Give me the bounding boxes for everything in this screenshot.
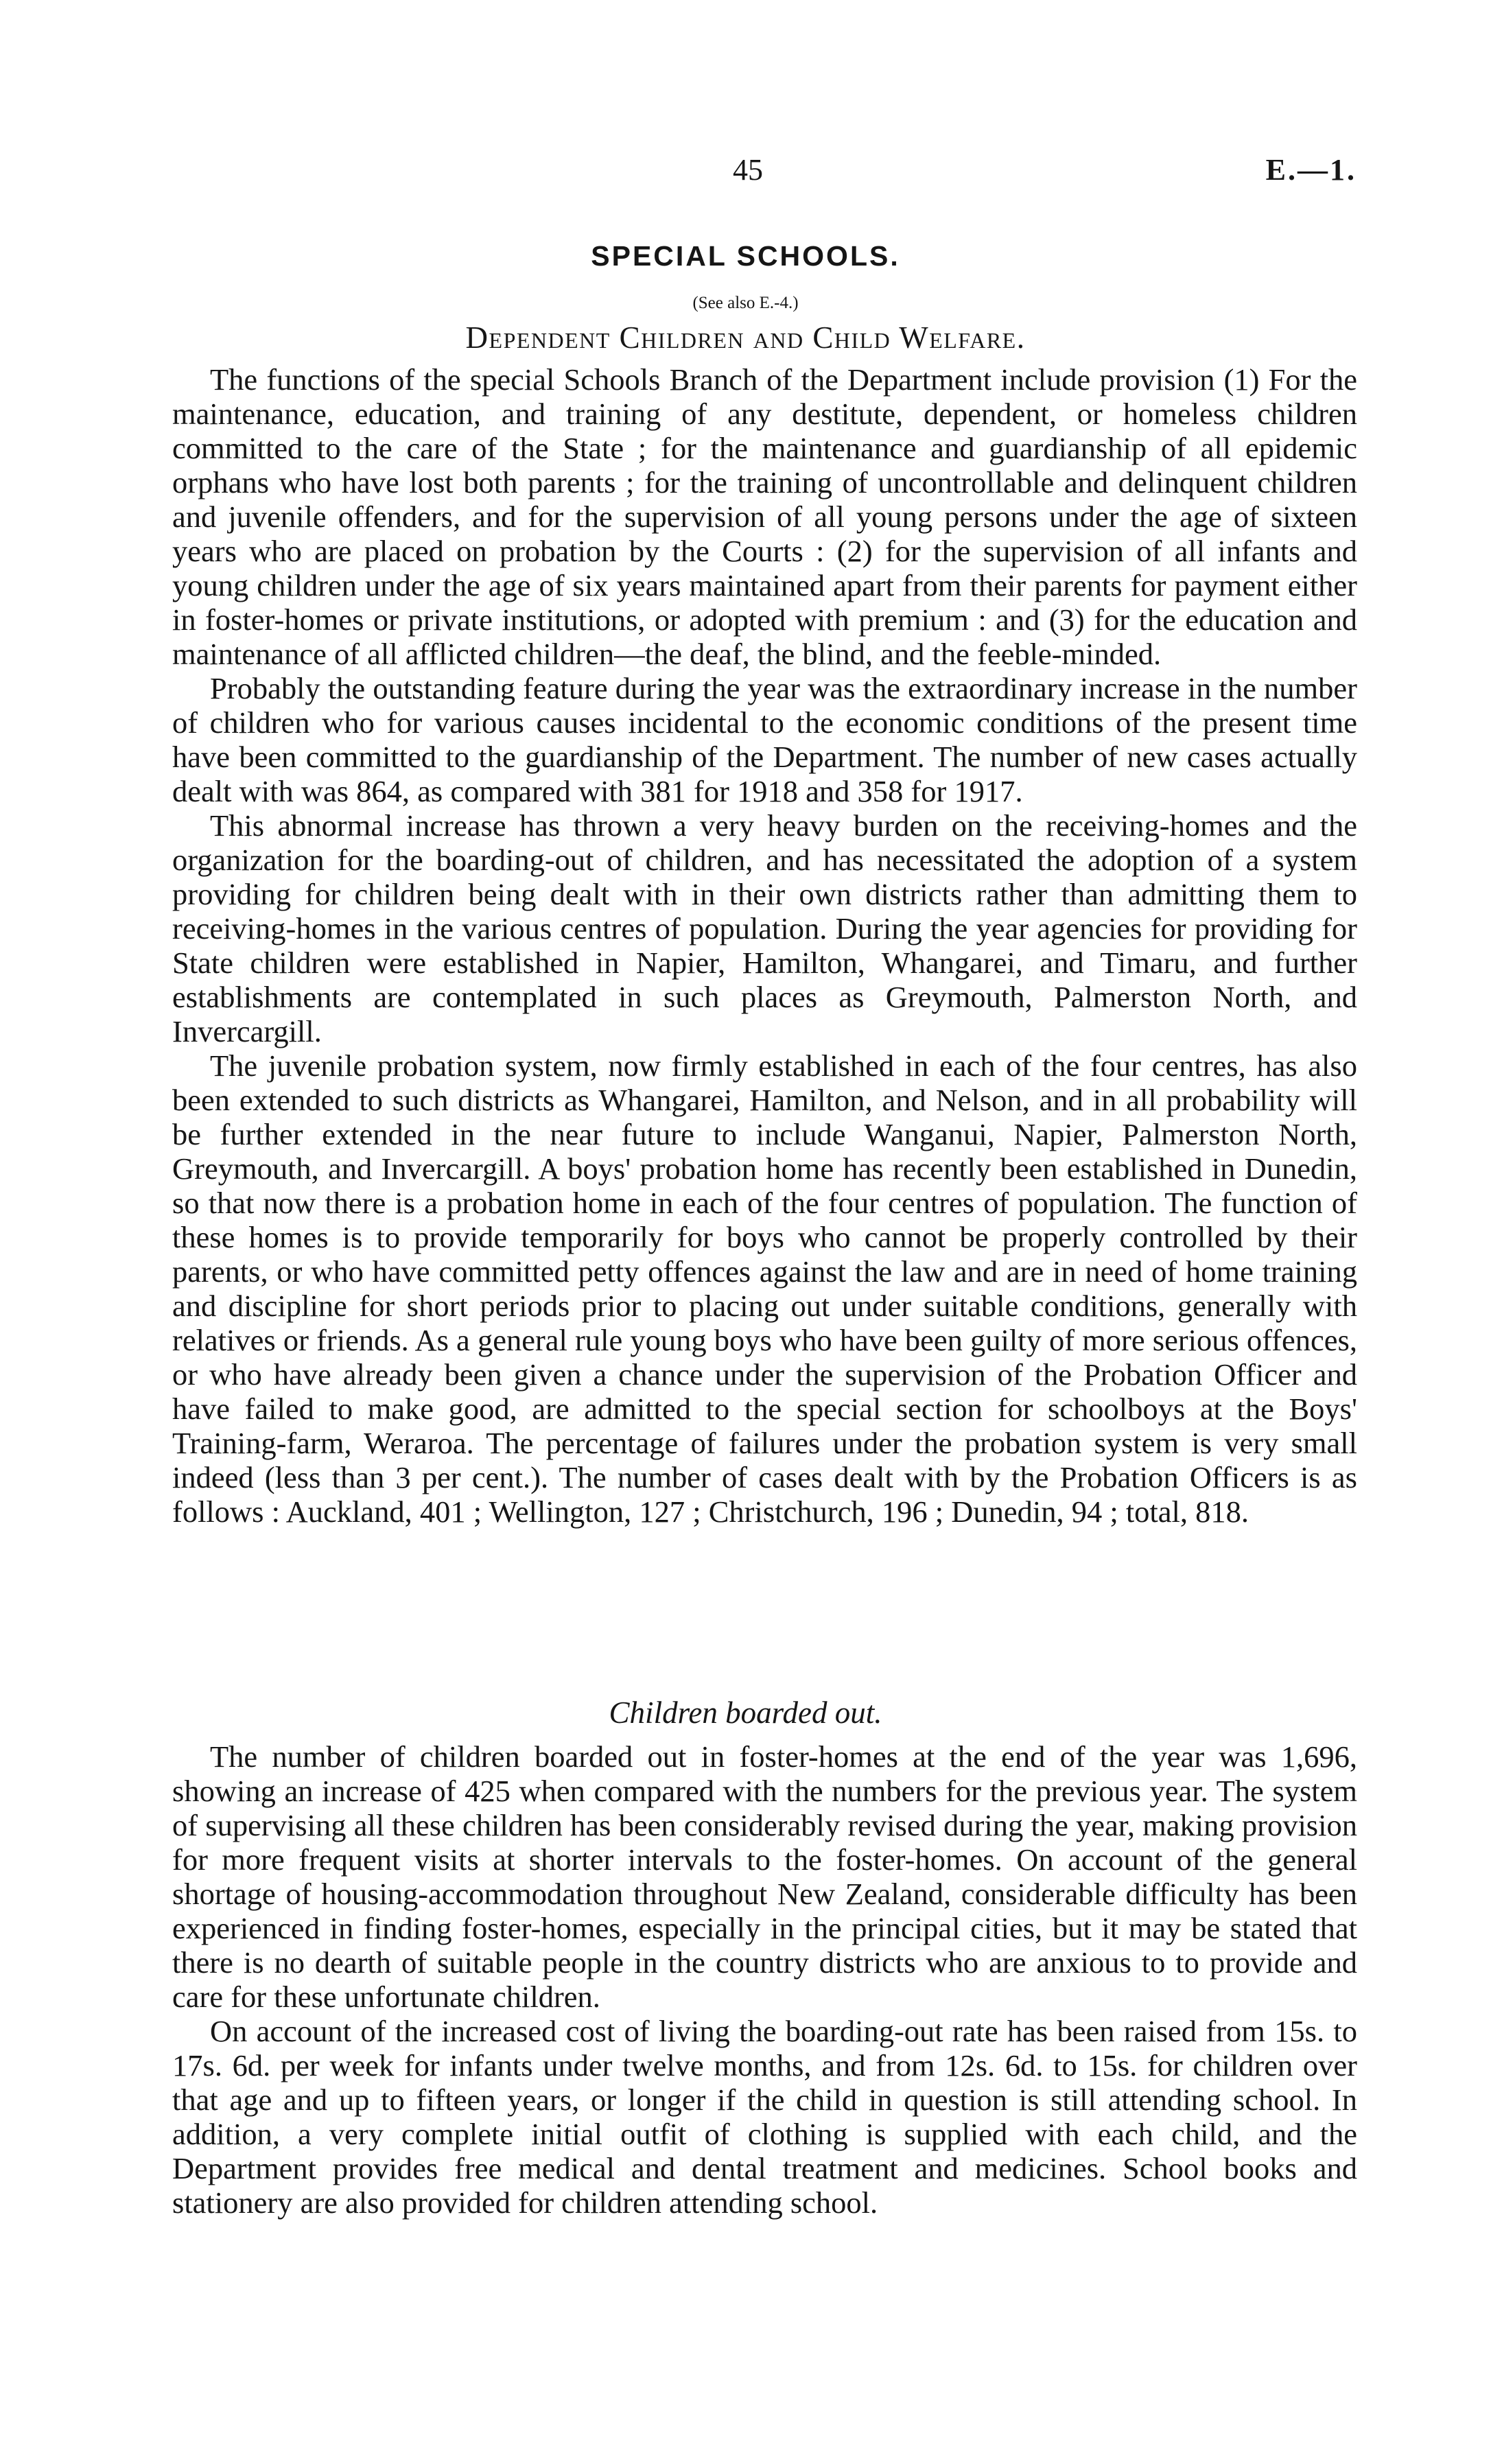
paragraph: Probably the outstanding feature during the year was the extraordinary increase in the number of children who for various causes incidental to the economic conditions of the present time have been committed to the guardianship of the Department. The number of new cases actually dealt with was 864, as compared with 381 for 1918 and 358 for 1917. — [172, 671, 1357, 808]
subheading: Children boarded out. — [609, 1696, 882, 1730]
see-also-note: (See also E.-4.) — [692, 294, 799, 312]
page-number: 45 — [733, 153, 763, 187]
body-section-2 — [172, 1739, 1357, 2220]
paragraph: The functions of the special Schools Branch of the Department include provision (1) For the maintenance, education, and training of any destitute, dependent, or homeless children committed to the care of the State ; for the maintenance and guardianship of all epidemic orphans who have lost both parents ; for the training of uncontrollable and delinquent children and juvenile offenders, and for the supervision of all young persons under the age of sixteen years who are placed on probation by the Courts : (2) for the supervision of all infants and young children under the age of six years maintained apart from their parents for payment either in foster-homes or private institutions, or adopted with premium : and (3) for the education and maintenance of all afflicted children—the deaf, the blind, and the feeble-minded. — [172, 362, 1357, 671]
section-title: SPECIAL SCHOOLS. — [591, 240, 900, 272]
paragraph: This abnormal increase has thrown a very heavy burden on the receiving-homes and the organization for the boarding-out of children, and has necessitated the adoption of a system providing for children being dealt with in their own districts rather than admitting them to receiving-homes in the various centres of population. During the year agencies for providing for State children were established in Napier, Hamilton, Whangarei, and Timaru, and further establishments are contemplated in such places as Greymouth, Palmerston North, and Invercargill. — [172, 808, 1357, 1048]
series-code: E.—1. — [1265, 153, 1357, 187]
body-section-1 — [172, 362, 1357, 1529]
paragraph: The number of children boarded out in foster-homes at the end of the year was 1,696, showing an increase of 425 when compared with the numbers for the previous year. The system of supervising all these children has been considerably revised during the year, making provision for more frequent visits at shorter intervals to the foster-homes. On account of the general shortage of housing-accommodation throughout New Zealand, considerable difficulty has been experienced in finding foster-homes, especially in the principal cities, but it may be stated that there is no dearth of suitable people in the country districts who are anxious to to provide and care for these unfortunate children. — [172, 1739, 1357, 2014]
section-subtitle: Dependent Children and Child Welfare. — [465, 320, 1026, 355]
paragraph: On account of the increased cost of living the boarding-out rate has been raised from 15s. to 17s. 6d. per week for infants under twelve months, and from 12s. 6d. to 15s. for children over that age and up to fifteen years, or longer if the child in question is still attending school. In addition, a very complete initial outfit of clothing is supplied with each child, and the Department provides free medical and dental treatment and medicines. School books and stationery are also provided for children attending school. — [172, 2014, 1357, 2220]
paragraph: The juvenile probation system, now firmly established in each of the four centres, has also been extended to such districts as Whangarei, Hamilton, and Nelson, and in all probability will be further extended in the near future to include Wanganui, Napier, Palmerston North, Greymouth, and Invercargill. A boys' probation home has recently been established in Dunedin, so that now there is a probation home in each of the four centres of population. The function of these homes is to provide temporarily for boys who cannot be properly controlled by their parents, or who have committed petty offences against the law and are in need of home training and discipline for short periods prior to placing out under suitable conditions, generally with relatives or friends. As a general rule young boys who have been guilty of more serious offences, or who have already been given a chance under the supervision of the Probation Officer and have failed to make good, are admitted to the special section for schoolboys at the Boys' Training-farm, Weraroa. The percentage of failures under the probation system is very small indeed (less than 3 per cent.). The number of cases dealt with by the Probation Officers is as follows : Auckland, 401 ; Wellington, 127 ; Christchurch, 196 ; Dunedin, 94 ; total, 818. — [172, 1048, 1357, 1529]
